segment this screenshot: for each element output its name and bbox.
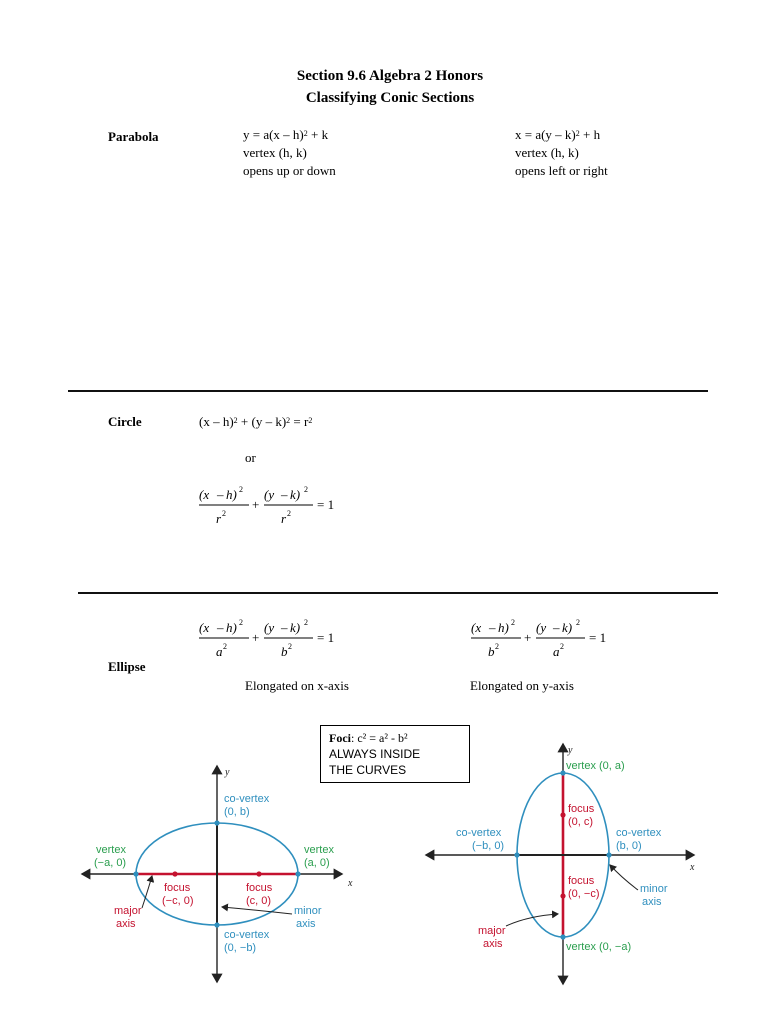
minor-axis-label: minor bbox=[640, 883, 668, 895]
svg-text:2: 2 bbox=[511, 618, 515, 627]
covertex-left-label: co-vertex bbox=[456, 827, 502, 839]
focus-right-label: focus bbox=[246, 882, 273, 894]
covertex-point-bottom bbox=[214, 922, 219, 927]
covertex-point-left bbox=[514, 852, 519, 857]
major-axis-label: major bbox=[478, 925, 506, 937]
svg-text:(y: (y bbox=[264, 620, 275, 635]
vertex-left-coords: (−a, 0) bbox=[94, 857, 127, 869]
covertex-bottom-label: co-vertex bbox=[224, 929, 270, 941]
covertex-point-right bbox=[606, 852, 611, 857]
parabola-vertical-vertex: vertex (h, k) bbox=[243, 145, 307, 160]
major-axis-label: major bbox=[114, 905, 142, 917]
vertex-top-label: vertex (0, a) bbox=[566, 760, 625, 772]
svg-text:k): k) bbox=[290, 620, 301, 635]
svg-text:= 1: = 1 bbox=[589, 630, 607, 645]
vertex-right-coords: (a, 0) bbox=[304, 857, 330, 869]
svg-text:2: 2 bbox=[576, 618, 580, 627]
covertex-right-label: co-vertex bbox=[616, 827, 662, 839]
page-title: Section 9.6 Algebra 2 Honors bbox=[296, 68, 484, 84]
x-axis-label: x bbox=[690, 862, 695, 873]
parabola-vertical-equation: y = a(x – h)$^2$ + k bbox=[243, 127, 329, 142]
svg-text:(x: (x bbox=[471, 620, 482, 635]
covertex-point-top bbox=[214, 820, 219, 825]
vertex-point-top bbox=[560, 770, 565, 775]
svg-text:2: 2 bbox=[239, 618, 243, 627]
vertex-point-bottom bbox=[560, 934, 565, 939]
svg-text:2: 2 bbox=[495, 642, 499, 651]
svg-text:+: + bbox=[252, 497, 260, 512]
parabola-vertical-opens: opens up or down bbox=[243, 163, 336, 178]
focus-bottom-coords: (0, −c) bbox=[568, 888, 600, 900]
vertex-bottom-label: vertex (0, −a) bbox=[566, 941, 632, 953]
parabola-horizontal-equation: x = a(y – k)$^2$ + h bbox=[515, 127, 601, 142]
major-axis-label-2: axis bbox=[483, 938, 503, 950]
svg-text:h): h) bbox=[226, 487, 237, 502]
circle-equation: $(x - h)^2 + (y - k)^2 = r^2$ bbox=[199, 414, 313, 429]
foci-equation: c² = a² - b² bbox=[354, 731, 408, 745]
svg-text:2: 2 bbox=[288, 642, 292, 651]
svg-text:r: r bbox=[281, 511, 287, 526]
parabola-horizontal-opens: opens left or right bbox=[515, 163, 608, 178]
focus-right-coords: (c, 0) bbox=[246, 895, 272, 907]
major-axis-label-2: axis bbox=[116, 918, 136, 930]
minor-axis-pointer bbox=[222, 907, 292, 914]
svg-text:a: a bbox=[553, 644, 560, 659]
focus-point-top bbox=[560, 812, 565, 817]
minor-axis-pointer bbox=[610, 865, 638, 890]
vertex-right-label: vertex bbox=[304, 844, 334, 856]
vertex-left-label: vertex bbox=[96, 844, 126, 856]
svg-text:–: – bbox=[281, 620, 288, 635]
focus-point-left bbox=[172, 871, 177, 876]
svg-text:r: r bbox=[216, 511, 222, 526]
minor-axis-label-2: axis bbox=[642, 896, 662, 908]
focus-point-bottom bbox=[560, 893, 565, 898]
svg-text:+: + bbox=[252, 630, 260, 645]
foci-label: Foci bbox=[329, 731, 351, 745]
covertex-right-coords: (b, 0) bbox=[616, 840, 642, 852]
svg-text:b: b bbox=[281, 644, 288, 659]
parabola-label: Parabola bbox=[108, 129, 159, 144]
focus-top-coords: (0, c) bbox=[568, 816, 594, 828]
horizontal-ellipse-diagram bbox=[76, 760, 376, 985]
svg-text:2: 2 bbox=[223, 642, 227, 651]
svg-text:a: a bbox=[216, 644, 223, 659]
parabola-horizontal-block bbox=[515, 126, 608, 180]
ellipse-equation-horizontal bbox=[195, 615, 355, 665]
svg-text:–: – bbox=[217, 487, 224, 502]
svg-text:2: 2 bbox=[560, 642, 564, 651]
page-subtitle: Classifying Conic Sections bbox=[305, 90, 475, 106]
foci-note-line3: THE CURVES bbox=[329, 763, 407, 777]
focus-point-right bbox=[256, 871, 261, 876]
svg-text:2: 2 bbox=[304, 618, 308, 627]
svg-text:(y: (y bbox=[264, 487, 275, 502]
ellipse-label: Ellipse bbox=[108, 659, 146, 674]
focus-left-coords: (−c, 0) bbox=[162, 895, 194, 907]
svg-text:= 1: = 1 bbox=[317, 630, 335, 645]
circle-label: Circle bbox=[108, 414, 142, 429]
svg-text:2: 2 bbox=[287, 509, 291, 518]
foci-note-box: Foci: c² = a² - b² ALWAYS INSIDE THE CURVES bbox=[320, 725, 470, 783]
vertex-point-right bbox=[295, 871, 300, 876]
parabola-horizontal-vertex: vertex (h, k) bbox=[515, 145, 579, 160]
svg-text:2: 2 bbox=[222, 509, 226, 518]
ellipse-equation-vertical bbox=[467, 615, 627, 665]
covertex-left-coords: (−b, 0) bbox=[472, 840, 505, 852]
svg-text:(y: (y bbox=[536, 620, 547, 635]
svg-text:b: b bbox=[488, 644, 495, 659]
svg-text:= 1: = 1 bbox=[317, 497, 335, 512]
svg-text:(x: (x bbox=[199, 620, 210, 635]
minor-axis-label-2: axis bbox=[296, 918, 316, 930]
x-axis-label: x bbox=[348, 878, 353, 889]
svg-text:(x: (x bbox=[199, 487, 210, 502]
svg-text:–: – bbox=[281, 487, 288, 502]
focus-left-label: focus bbox=[164, 882, 191, 894]
vertex-point-left bbox=[133, 871, 138, 876]
svg-text:–: – bbox=[553, 620, 560, 635]
svg-text:k): k) bbox=[562, 620, 573, 635]
caption-x-axis: Elongated on x-axis bbox=[245, 678, 349, 693]
minor-axis-label: minor bbox=[294, 905, 322, 917]
svg-text:2: 2 bbox=[304, 485, 308, 494]
svg-text:+: + bbox=[524, 630, 532, 645]
focus-top-label: focus bbox=[568, 803, 595, 815]
covertex-top-coords: (0, b) bbox=[224, 806, 250, 818]
foci-note-line2: ALWAYS INSIDE bbox=[329, 747, 421, 761]
svg-text:k): k) bbox=[290, 487, 301, 502]
circle-fraction-equation bbox=[195, 482, 355, 534]
svg-text:–: – bbox=[217, 620, 224, 635]
or-text: or bbox=[245, 450, 256, 465]
svg-text:h): h) bbox=[498, 620, 509, 635]
focus-bottom-label: focus bbox=[568, 875, 595, 887]
svg-text:2: 2 bbox=[239, 485, 243, 494]
y-axis-label: y bbox=[568, 745, 573, 756]
section-divider bbox=[78, 592, 718, 594]
covertex-bottom-coords: (0, −b) bbox=[224, 942, 257, 954]
caption-y-axis: Elongated on y-axis bbox=[470, 678, 574, 693]
covertex-top-label: co-vertex bbox=[224, 793, 270, 805]
section-divider bbox=[68, 390, 708, 392]
svg-text:h): h) bbox=[226, 620, 237, 635]
svg-text:–: – bbox=[489, 620, 496, 635]
vertical-ellipse-diagram bbox=[420, 740, 710, 990]
parabola-vertical-block bbox=[243, 126, 336, 180]
y-axis-label: y bbox=[225, 767, 230, 778]
